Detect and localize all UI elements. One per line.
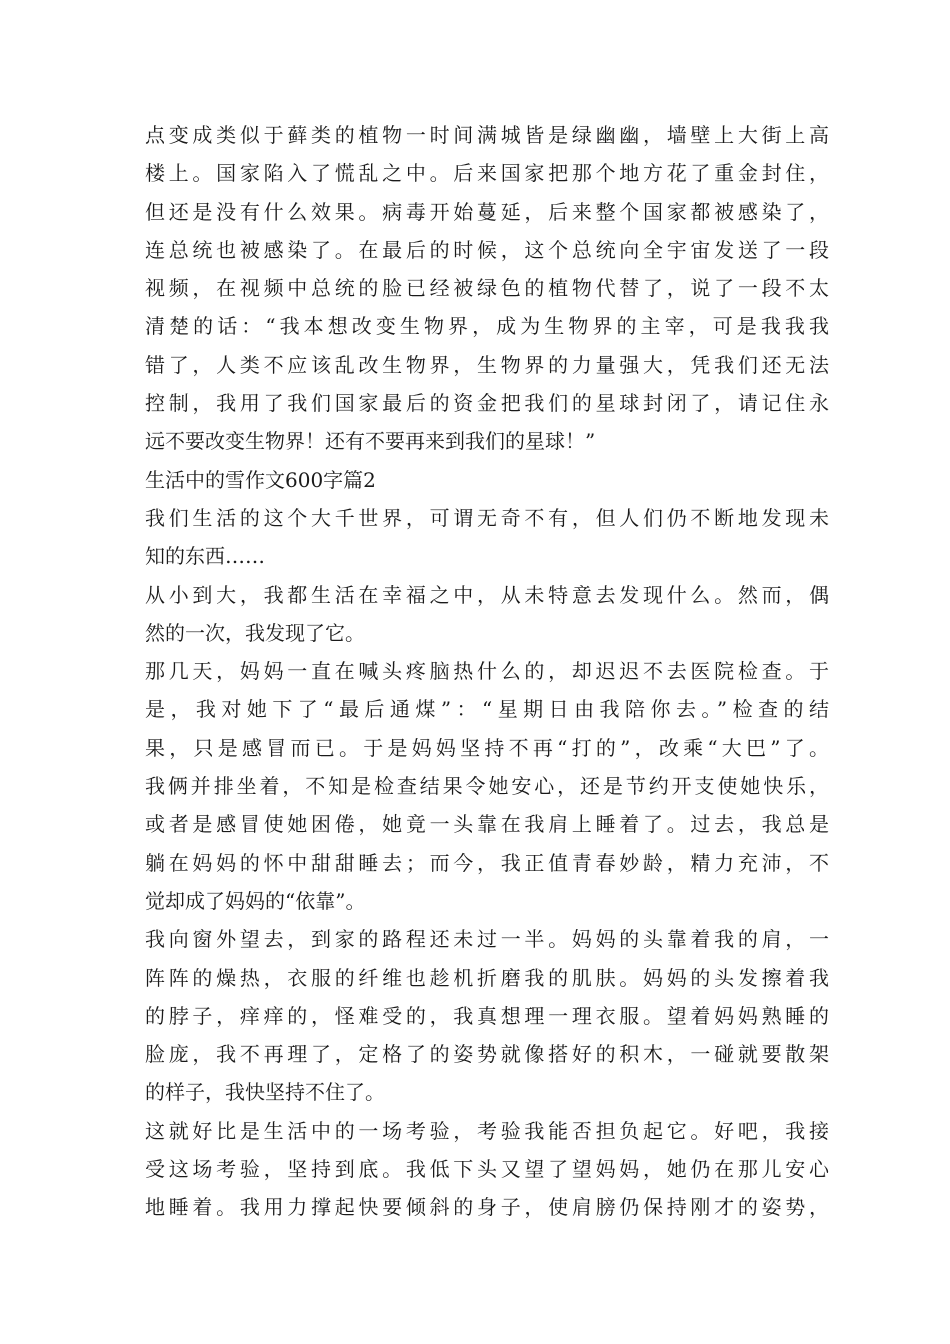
text-line: 那几天，妈妈一直在喊头疼脑热什么的，却迟迟不去医院检查。于	[145, 659, 829, 684]
text-line: 连总统也被感染了。在最后的时候，这个总统向全宇宙发送了一段	[145, 237, 829, 262]
text-line: 清楚的话：“我本想改变生物界，成为生物界的主宰，可是我我我	[145, 314, 829, 339]
text-line: 错了，人类不应该乱改生物界，生物界的力量强大，凭我们还无法	[145, 352, 829, 377]
text-line: 的脖子，痒痒的，怪难受的，我真想理一理衣服。望着妈妈熟睡的	[145, 1003, 829, 1028]
text-line: 的样子，我快坚持不住了。	[145, 1080, 385, 1105]
text-line: 生活中的雪作文600字篇2	[145, 467, 376, 492]
text-line: 但还是没有什么效果。病毒开始蔓延，后来整个国家都被感染了，	[145, 199, 829, 224]
text-line: 我们生活的这个大千世界，可谓无奇不有，但人们仍不断地发现未	[145, 505, 829, 530]
text-line: 或者是感冒使她困倦，她竟一头靠在我肩上睡着了。过去，我总是	[145, 812, 829, 837]
text-line: 地睡着。我用力撑起快要倾斜的身子，使肩膀仍保持刚才的姿势，	[145, 1195, 829, 1220]
text-line: 点变成类似于藓类的植物一时间满城皆是绿幽幽，墙壁上大街上高	[145, 123, 829, 147]
text-line: 我俩并排坐着，不知是检查结果令她安心，还是节约开支使她快乐，	[145, 774, 829, 799]
text-line: 受这场考验，坚持到底。我低下头又望了望妈妈，她仍在那儿安心	[145, 1157, 829, 1182]
text-line: 脸庞，我不再理了，定格了的姿势就像搭好的积木，一碰就要散架	[145, 1042, 829, 1067]
text-line: 楼上。国家陷入了慌乱之中。后来国家把那个地方花了重金封住，	[145, 161, 829, 186]
text-line: 躺在妈妈的怀中甜甜睡去；而今，我正值青春妙龄，精力充沛，不	[145, 850, 829, 875]
text-line: 从小到大，我都生活在幸福之中，从未特意去发现什么。然而，偶	[145, 582, 829, 607]
document-body	[145, 116, 829, 1227]
text-line: 知的东西……	[145, 544, 265, 569]
text-line: 远不要改变生物界！还有不要再来到我们的星球！”	[145, 429, 596, 454]
text-line: 这就好比是生活中的一场考验，考验我能否担负起它。好吧，我接	[145, 1118, 829, 1143]
text-line: 阵阵的燥热，衣服的纤维也趁机折磨我的肌肤。妈妈的头发擦着我	[145, 965, 829, 990]
text-line: 我向窗外望去，到家的路程还未过一半。妈妈的头靠着我的肩，一	[145, 927, 829, 952]
text-line: 控制，我用了我们国家最后的资金把我们的星球封闭了，请记住永	[145, 391, 829, 416]
text-line: 然的一次，我发现了它。	[145, 620, 365, 645]
text-line: 觉却成了妈妈的“依靠”。	[145, 888, 366, 913]
text-line: 视频，在视频中总统的脸已经被绿色的植物代替了，说了一段不太	[145, 276, 829, 301]
text-line: 果，只是感冒而已。于是妈妈坚持不再“打的”，改乘“大巴”了。	[145, 735, 829, 760]
text-line: 是，我对她下了“最后通煤”：“星期日由我陪你去。”检查的结	[145, 697, 829, 722]
